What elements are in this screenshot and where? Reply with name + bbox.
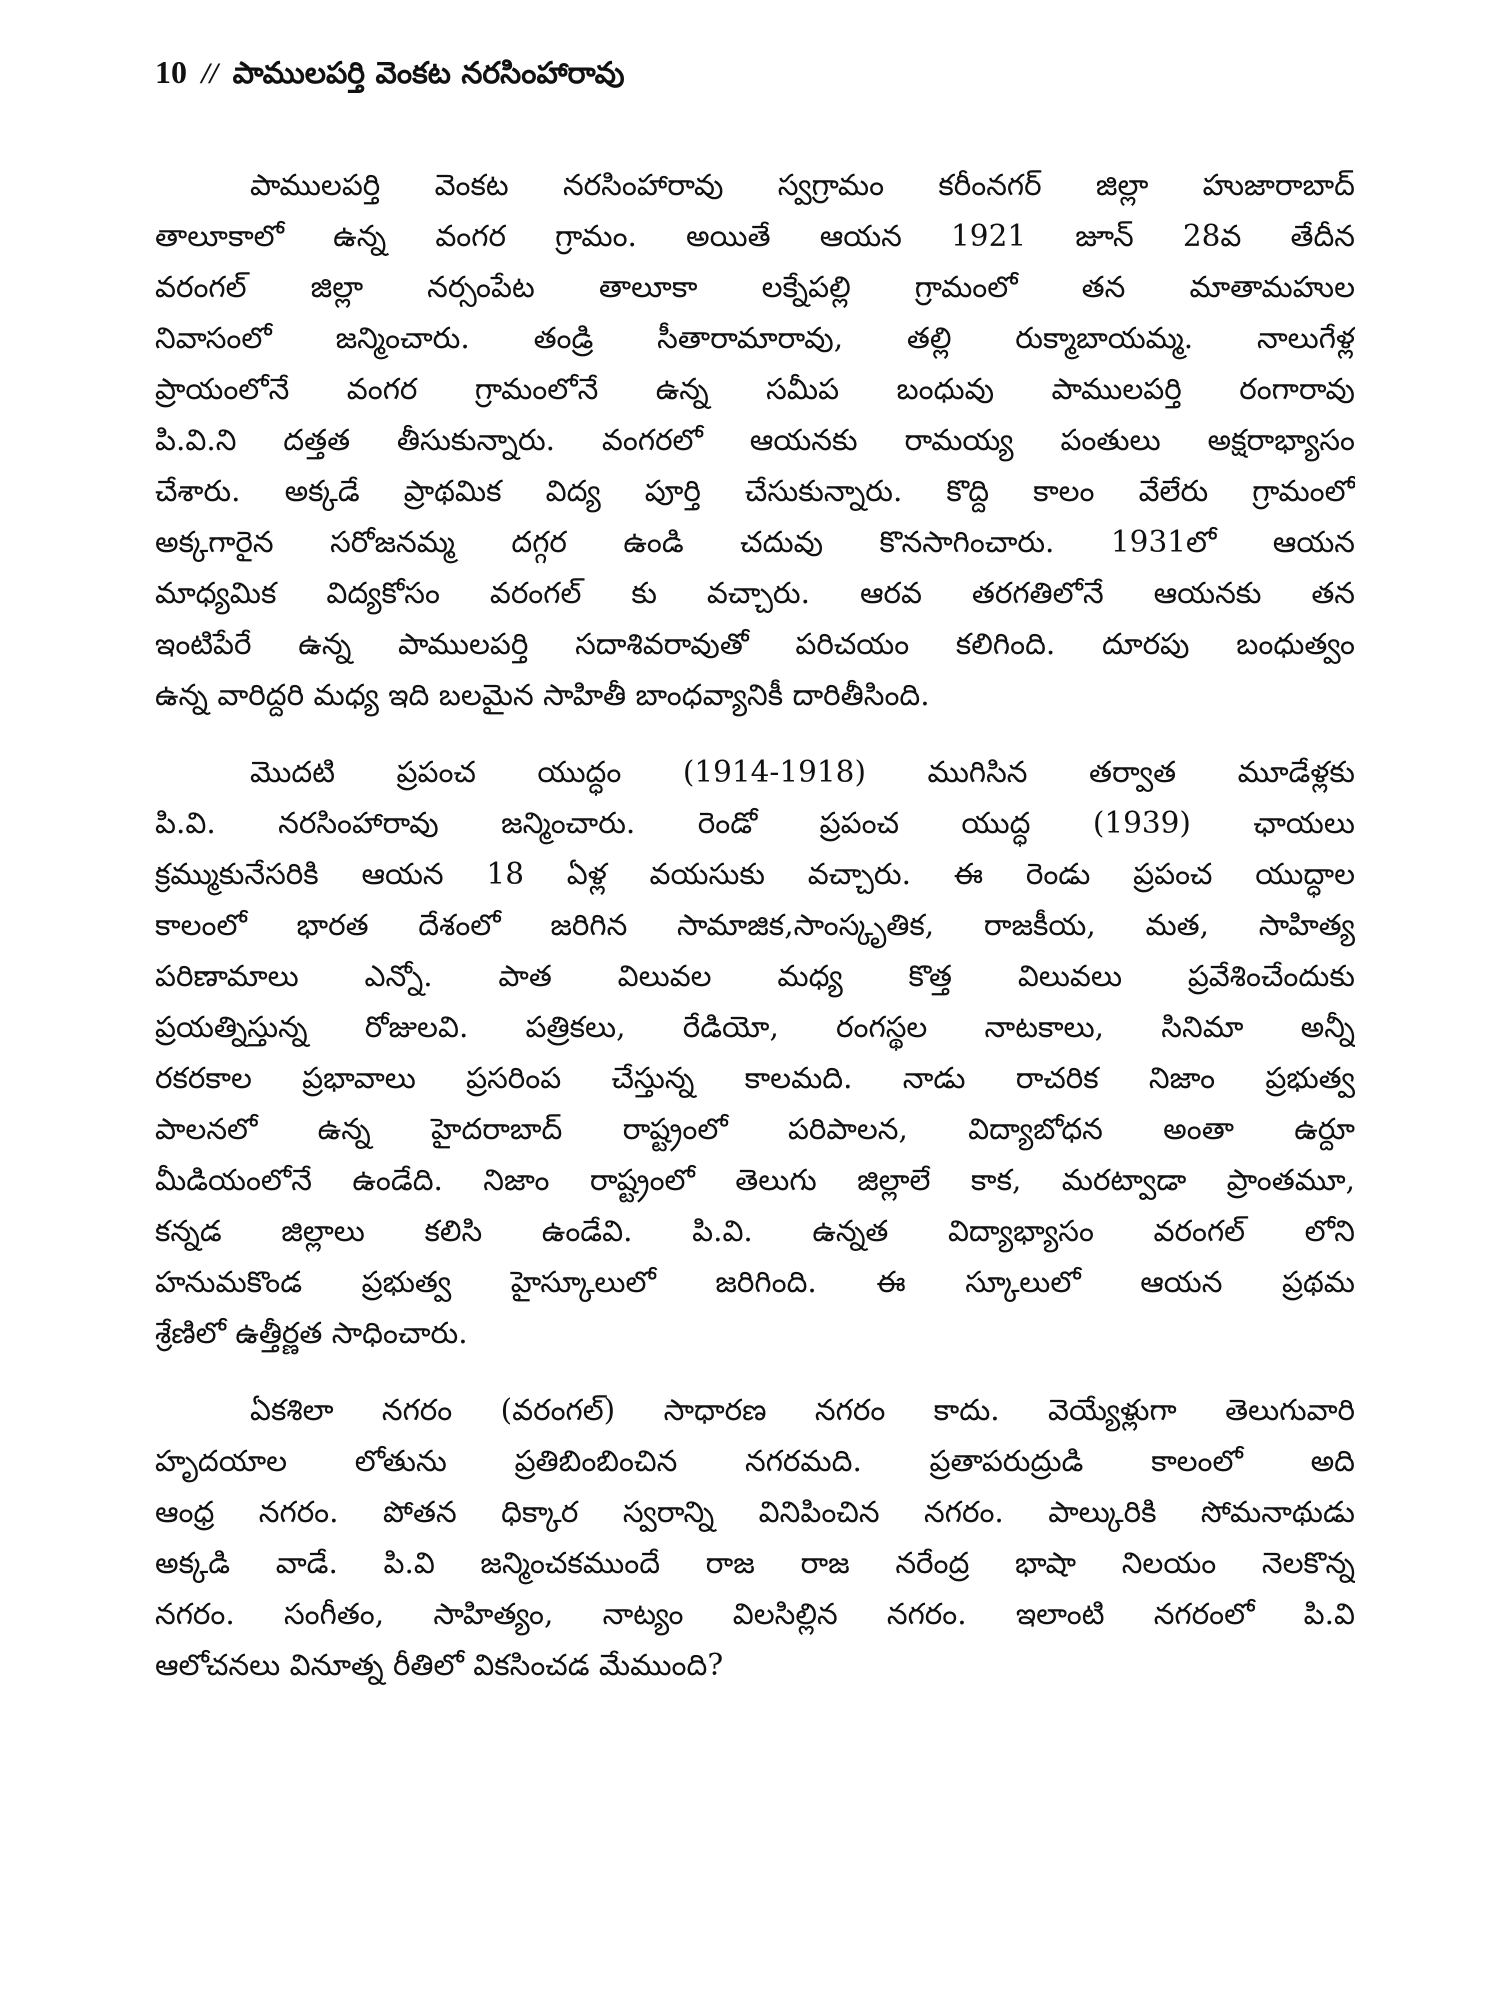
text-line: ఆలోచనలు వినూత్న రీతిలో వికసించడ మేముంది? [155,1648,724,1682]
text-line: పాలనలో ఉన్న హైదరాబాద్ రాష్ట్రంలో పరిపాలన, విద్యాబోధన అంతా ఉర్దూ [155,1112,1355,1146]
text-line: ఉన్న వారిద్దరి మధ్య ఇది బలమైన సాహితీ బాంధవ్యానికీ దారితీసింది. [155,678,930,712]
text-line: ప్రయత్నిస్తున్న రోజులవి. పత్రికలు, రేడియో, రంగస్థల నాటకాలు, సినిమా అన్నీ [155,1010,1355,1044]
text-line: హనుమకొండ ప్రభుత్వ హైస్కూలులో జరిగింది. ఈ స్కూలులో ఆయన ప్రథమ [155,1265,1355,1299]
page-number: 10 [155,54,187,90]
paragraph-2 [155,747,1355,1359]
text-line: శ్రేణిలో ఉత్తీర్ణత సాధించారు. [155,1316,468,1350]
text-line: రకరకాల ప్రభావాలు ప్రసరింప చేస్తున్న కాలమది. నాడు రాచరిక నిజాం ప్రభుత్వ [155,1061,1355,1095]
text-line: క్రమ్ముకునేసరికి ఆయన 18 ఏళ్ల వయసుకు వచ్చారు. ఈ రెండు ప్రపంచ యుద్ధాల [155,857,1355,891]
text-line: ఏకశిలా నగరం (వరంగల్) సాధారణ నగరం కాదు. వెయ్యేళ్లుగా తెలుగువారి [250,1393,1355,1427]
text-line: అక్కడి వాడే. పి.వి జన్మించకముందే రాజ రాజ నరేంద్ర భాషా నిలయం నెలకొన్న [155,1546,1355,1580]
text-line: పి.వి. నరసింహారావు జన్మించారు. రెండో ప్రపంచ యుద్ధ (1939) ఛాయలు [155,806,1355,840]
text-line: మీడియంలోనే ఉండేది. నిజాం రాష్ట్రంలో తెలుగు జిల్లాలే కాక, మరట్వాడా ప్రాంతమూ, [155,1163,1355,1197]
text-line: అక్కగారైన సరోజనమ్మ దగ్గర ఉండి చదువు కొనసాగించారు. 1931లో ఆయన [155,525,1355,559]
paragraph-1 [155,160,1355,721]
text-line: పరిణామాలు ఎన్నో. పాత విలువల మధ్య కొత్త విలువలు ప్రవేశించేందుకు [155,959,1355,993]
header-separator: // [201,57,219,90]
text-line: మాధ్యమిక విద్యకోసం వరంగల్ కు వచ్చారు. ఆరవ తరగతిలోనే ఆయనకు తన [155,576,1355,610]
text-line: తాలూకాలో ఉన్న వంగర గ్రామం. అయితే ఆయన 1921 జూన్ 28వ తేదీన [155,219,1355,253]
text-line: హృదయాల లోతును ప్రతిబింబించిన నగరమది. ప్రతాపరుద్రుడి కాలంలో అది [155,1444,1355,1478]
text-line: కాలంలో భారత దేశంలో జరిగిన సామాజిక,సాంస్కృతిక, రాజకీయ, మత, సాహిత్య [155,908,1355,942]
text-line: ఇంటిపేరే ఉన్న పాములపర్తి సదాశివరావుతో పరిచయం కలిగింది. దూరపు బంధుత్వం [155,627,1355,661]
text-line: కన్నడ జిల్లాలు కలిసి ఉండేవి. పి.వి. ఉన్నత విద్యాభ్యాసం వరంగల్ లోని [155,1214,1355,1248]
paragraph-3 [155,1385,1355,1691]
running-header [155,52,625,94]
text-line: ప్రాయంలోనే వంగర గ్రామంలోనే ఉన్న సమీప బంధువు పాములపర్తి రంగారావు [155,372,1355,406]
text-line: మొదటి ప్రపంచ యుద్ధం (1914-1918) ముగిసిన తర్వాత మూడేళ్లకు [250,755,1355,789]
running-title: పాములపర్తి వెంకట నరసింహారావు [232,56,625,91]
text-line: చేశారు. అక్కడే ప్రాథమిక విద్య పూర్తి చేసుకున్నారు. కొద్ది కాలం వేలేరు గ్రామంలో [155,474,1355,508]
text-line: వరంగల్ జిల్లా నర్సంపేట తాలూకా లక్నేపల్లి గ్రామంలో తన మాతామహుల [155,270,1355,304]
text-line: నగరం. సంగీతం, సాహిత్యం, నాట్యం విలసిల్లిన నగరం. ఇలాంటి నగరంలో పి.వి [155,1597,1355,1631]
text-line: పి.వి.ని దత్తత తీసుకున్నారు. వంగరలో ఆయనకు రామయ్య పంతులు అక్షరాభ్యాసం [155,423,1355,457]
text-line: నివాసంలో జన్మించారు. తండ్రి సీతారామారావు, తల్లి రుక్మాబాయమ్మ. నాలుగేళ్ల [155,321,1355,355]
text-line: ఆంధ్ర నగరం. పోతన ధిక్కార స్వరాన్ని వినిపించిన నగరం. పాల్కురికి సోమనాథుడు [155,1495,1355,1529]
text-line: పాములపర్తి వెంకట నరసింహారావు స్వగ్రామం కరీంనగర్ జిల్లా హుజారాబాద్ [250,168,1355,202]
body-text [155,160,1355,1717]
